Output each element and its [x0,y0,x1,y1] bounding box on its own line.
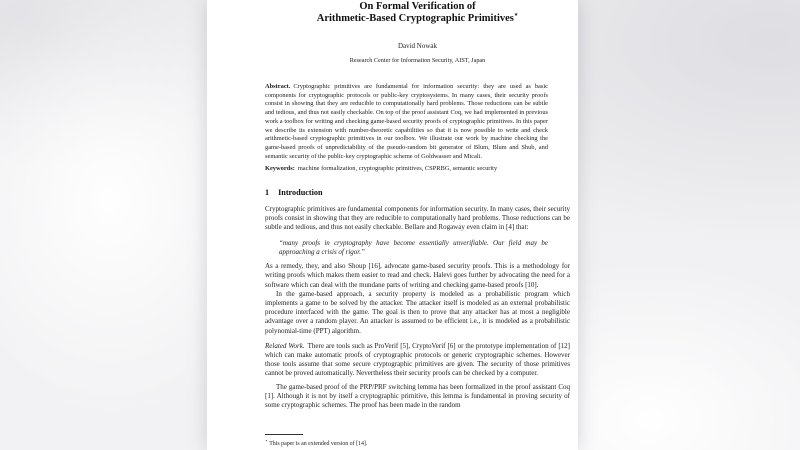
paper-header [265,1,570,64]
abstract-section [265,83,548,174]
paper-title [265,1,570,25]
intro-paragraph-4: The game-based proof of the PRP/PRF switching lemma has been formalized in the proof assistant Coq [1]. Although it is not by itself a cryptographic primitive, this lemma is fundamental in proving security of some cryptographic schemes. The proof has been made in the random [265,382,570,410]
keywords-text: machine formalization, cryptographic primitives, CSPRBG, semantic security [297,165,498,173]
paper-title-line2: Arithmetic-Based Cryptographic Primitives⋆ [316,10,519,24]
keywords-line [265,165,548,174]
intro-paragraph-3: In the game-based approach, a security property is modeled as a probabilistic program which implements a game to be solved by the attacker. The attacker itself is modeled as an external probabilistic procedure interfaced with the game. The goal is then to prove that any attacker has at most a negligible advantage over a random player. An attacker is assumed to be efficient i.e., it is modeled as a probabilistic polynomial-time (PPT) algorithm. [265,289,570,335]
footnote-text: ⋆ This paper is an extended version of [14]. [265,438,368,447]
title-footnote-mark: ⋆ [513,10,519,19]
section-number: 1 [265,188,270,197]
block-quote: “many proofs in cryptography have become essentially unverifiable. Our field may be approaching a crisis of rigor.” [279,238,548,256]
related-work-text: There are tools such as ProVerif [5], CryptoVerif [6] or the prototype implementation of [12] which can make automatic proofs of cryptographic protocols or generic cryptographic schemes. However those tools assume that some secure cryptographic primitives are given. The security of those primitives cannot be proved automatically. Nevertheless their security proofs can be checked by a computer. [265,341,570,378]
section-heading [265,188,570,198]
section-title: Introduction [278,188,323,197]
paper-page [207,0,578,450]
abstract-label: Abstract. [265,83,291,90]
related-work-label: Related Work. [265,341,305,350]
abstract-paragraph [265,83,548,161]
related-work-paragraph [265,342,570,379]
intro-paragraph-1: Cryptographic primitives are fundamental components for information security. In many cases, their security proofs consist in showing that they are reducible to computationally hard problems. Those reductions can be subtle and tedious, and thus not easily checkable. Bellare and Rogaway even claim in [4] that: [265,205,570,232]
abstract-text: Cryptographic primitives are fundamental for information security: they are used as basic components for cryptographic protocols or public-key cryptosystems. In many cases, their security proofs consist in showing that they are reducible to computationally hard problems. Those reductions can be subtle and tedious, and thus not easily checkable. On top of the proof assistant Coq, we had implemented in previous work a toolbox for writing and checking game-based security proofs of cryptographic primitives. In this paper we describe its extension with number-theoretic capabilities so that it is now possible to write and check arithmetic-based cryptographic primitives in our toolbox. We illustrate our work by machine checking the game-based proofs of unpredictability of the pseudo-random bit generator of Blum, Blum and Shub, and semantic security of the public-key cryptographic scheme of Goldwasser and Micali. [265,83,548,160]
intro-paragraph-2: As a remedy, they, and also Shoup [16], advocate game-based security proofs. This is a methodology for writing proofs which makes them easier to read and check. Halevi goes further by advocating the need for a software which can deal with the mundane parts of writing and checking game-based proofs [10]. [265,262,570,289]
footnote-rule [265,434,303,435]
paper-title-line1: On Formal Verification of [359,1,476,12]
author-name: David Nowak [397,42,438,50]
introduction-section [265,188,570,410]
footnote-mark: ⋆ [265,438,268,443]
author-affiliation: Research Center for Information Security, AIST, Japan [349,57,486,64]
keywords-label: Keywords: [265,165,295,173]
footnote-area [265,432,570,448]
